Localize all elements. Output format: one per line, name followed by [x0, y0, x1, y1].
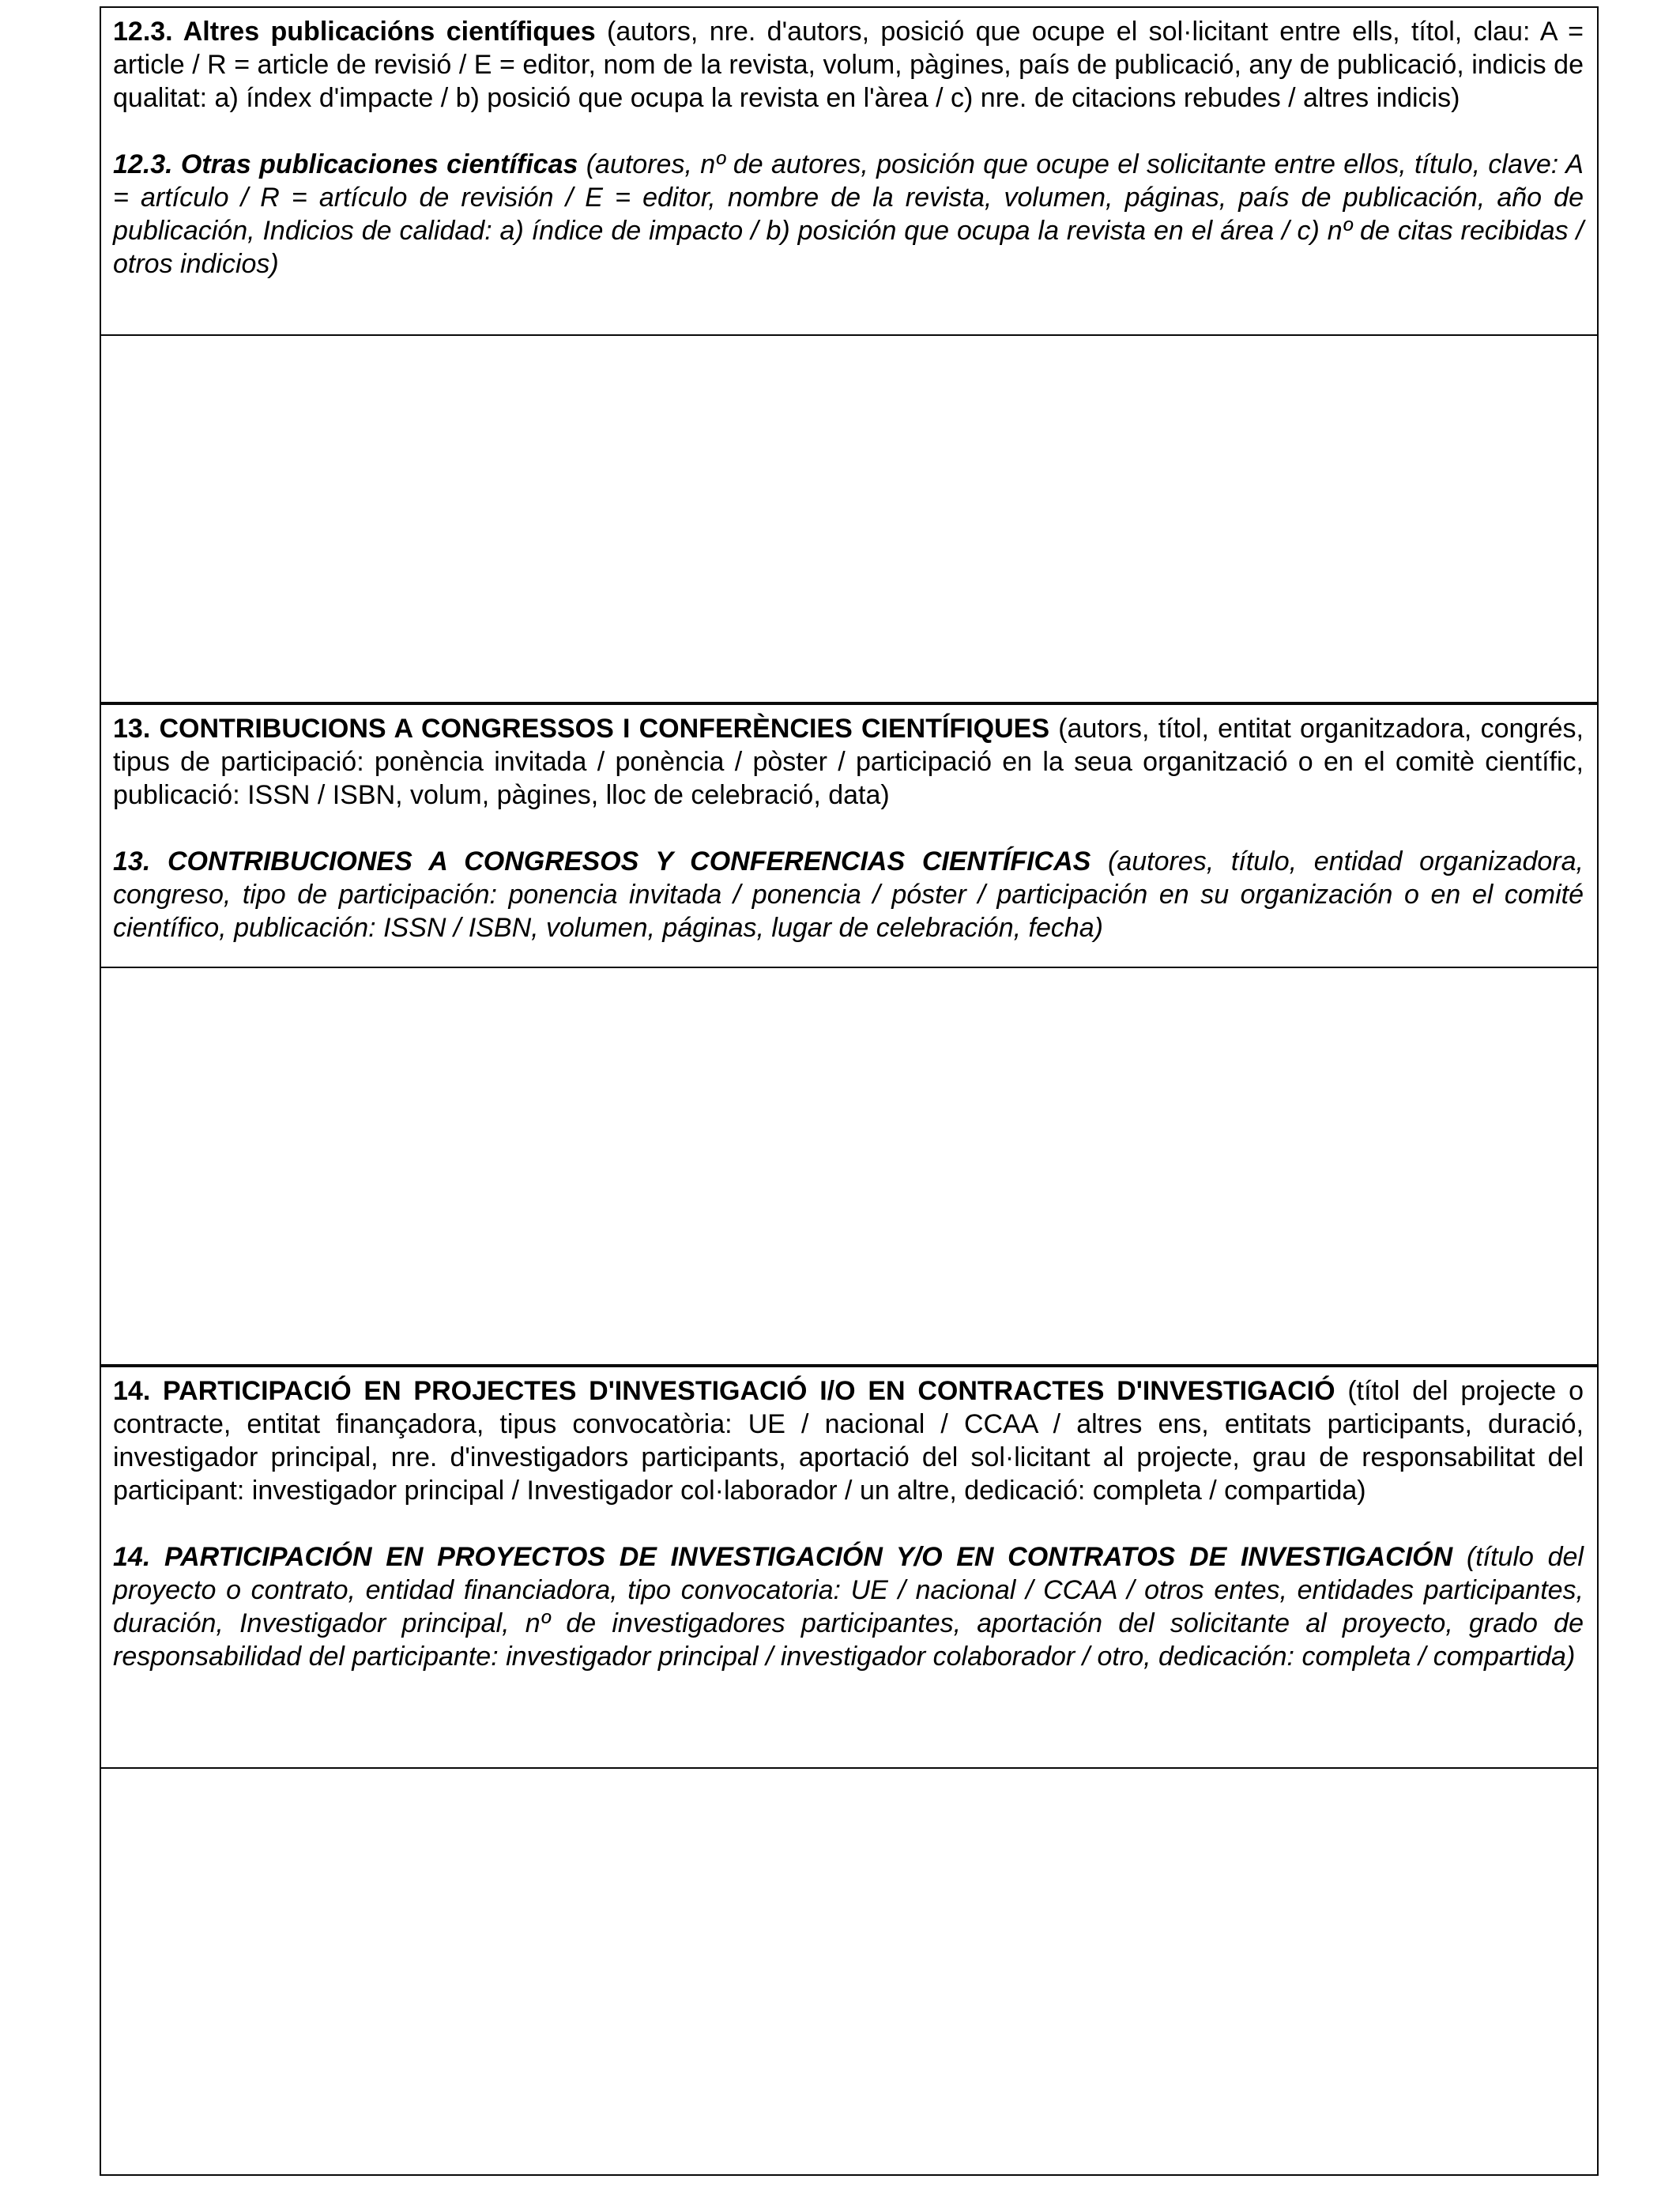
section-congress-contributions-spanish-text: [113, 845, 1584, 944]
section-research-projects-spanish-text: [113, 1540, 1584, 1673]
section-research-projects-catalan-text: [113, 1374, 1584, 1507]
section-congress-contributions: [100, 703, 1599, 1366]
section-other-publications-catalan-details: (autors, nre. d'autors, posició que ocupe el sol·licitant entre ells, títol, clau: A = article / R = article de revisió / E = editor, nom de la revista, volum, pàgines, país de publicació, any de publicació, indicis de qualitat: a) índex d'impacte / b) posició que ocupa la revista en l'àrea / c) nre. de citacions rebudes / altres indicis): [113, 17, 1584, 113]
section-congress-contributions-catalan-details: (autors, títol, entitat organitzadora, congrés, tipus de participació: ponència invitada / ponència / pòster / participació en la seua organització o en el comitè científic, publicació: ISSN / ISBN, volum, pàgines, lloc de celebració, data): [113, 714, 1584, 810]
section-research-projects-header: [101, 1367, 1597, 1769]
section-congress-contributions-spanish-details: (autores, título, entidad organizadora, congreso, tipo de participación: ponencia invitada / ponencia / póster / participación en su organización o en el comité científico, publicación: ISSN / ISBN, volumen, páginas, lugar de celebración, fecha): [113, 846, 1584, 943]
section-congress-contributions-spanish-title: 13. CONTRIBUCIONES A CONGRESOS Y CONFERENCIAS CIENTÍFICAS: [113, 846, 1091, 876]
section-other-publications: [100, 6, 1599, 703]
section-congress-contributions-catalan-text: [113, 712, 1584, 812]
section-research-projects-spanish-title: 14. PARTICIPACIÓN EN PROYECTOS DE INVESTIGACIÓN Y/O EN CONTRATOS DE INVESTIGACIÓN: [113, 1542, 1453, 1572]
section-other-publications-header: [101, 8, 1597, 336]
section-research-projects-catalan-title: 14. PARTICIPACIÓ EN PROJECTES D'INVESTIGACIÓ I/O EN CONTRACTES D'INVESTIGACIÓ: [113, 1376, 1335, 1406]
section-other-publications-spanish-details: (autores, nº de autores, posición que ocupe el solicitante entre ellos, título, clave: A = artículo / R = artículo de revisión / E = editor, nombre de la revista, volumen, páginas, país de publicación, año de publicación, Indicios de calidad: a) índice de impacto / b) posición que ocupa la revista en el área / c) nº de citas recibidas / otros indicios): [113, 149, 1584, 279]
section-other-publications-catalan-text: [113, 15, 1584, 115]
cv-form-page: [100, 6, 1599, 2176]
section-research-projects-catalan-details: (títol del projecte o contracte, entitat finançadora, tipus convocatòria: UE / nacional / CCAA / altres ens, entitats participants, duració, investigador principal, nre. d'investigadors participants, aportació del sol·licitant al projecte, grau de responsabilitat del participant: investigador principal / Investigador col·laborador / un altre, dedicació: completa / compartida): [113, 1376, 1584, 1506]
section-other-publications-entry-area: [101, 336, 1597, 702]
section-congress-contributions-catalan-title: 13. CONTRIBUCIONS A CONGRESSOS I CONFERÈNCIES CIENTÍFIQUES: [113, 714, 1050, 744]
section-congress-contributions-entry-area: [101, 968, 1597, 1364]
section-research-projects-spanish-details: (título del proyecto o contrato, entidad financiadora, tipo convocatoria: UE / nacional / CCAA / otros entes, entidades participantes, duración, Investigador principal, nº de investigadores participantes, aportación del solicitante al proyecto, grado de responsabilidad del participante: investigador principal / investigador colaborador / otro, dedicación: completa / compartida): [113, 1542, 1584, 1672]
section-other-publications-catalan-title: 12.3. Altres publicacións científiques: [113, 17, 596, 47]
section-congress-contributions-header: [101, 705, 1597, 968]
section-research-projects: [100, 1366, 1599, 2176]
section-other-publications-spanish-title: 12.3. Otras publicaciones científicas: [113, 149, 578, 179]
section-other-publications-spanish-text: [113, 148, 1584, 281]
section-research-projects-entry-area: [101, 1769, 1597, 2174]
